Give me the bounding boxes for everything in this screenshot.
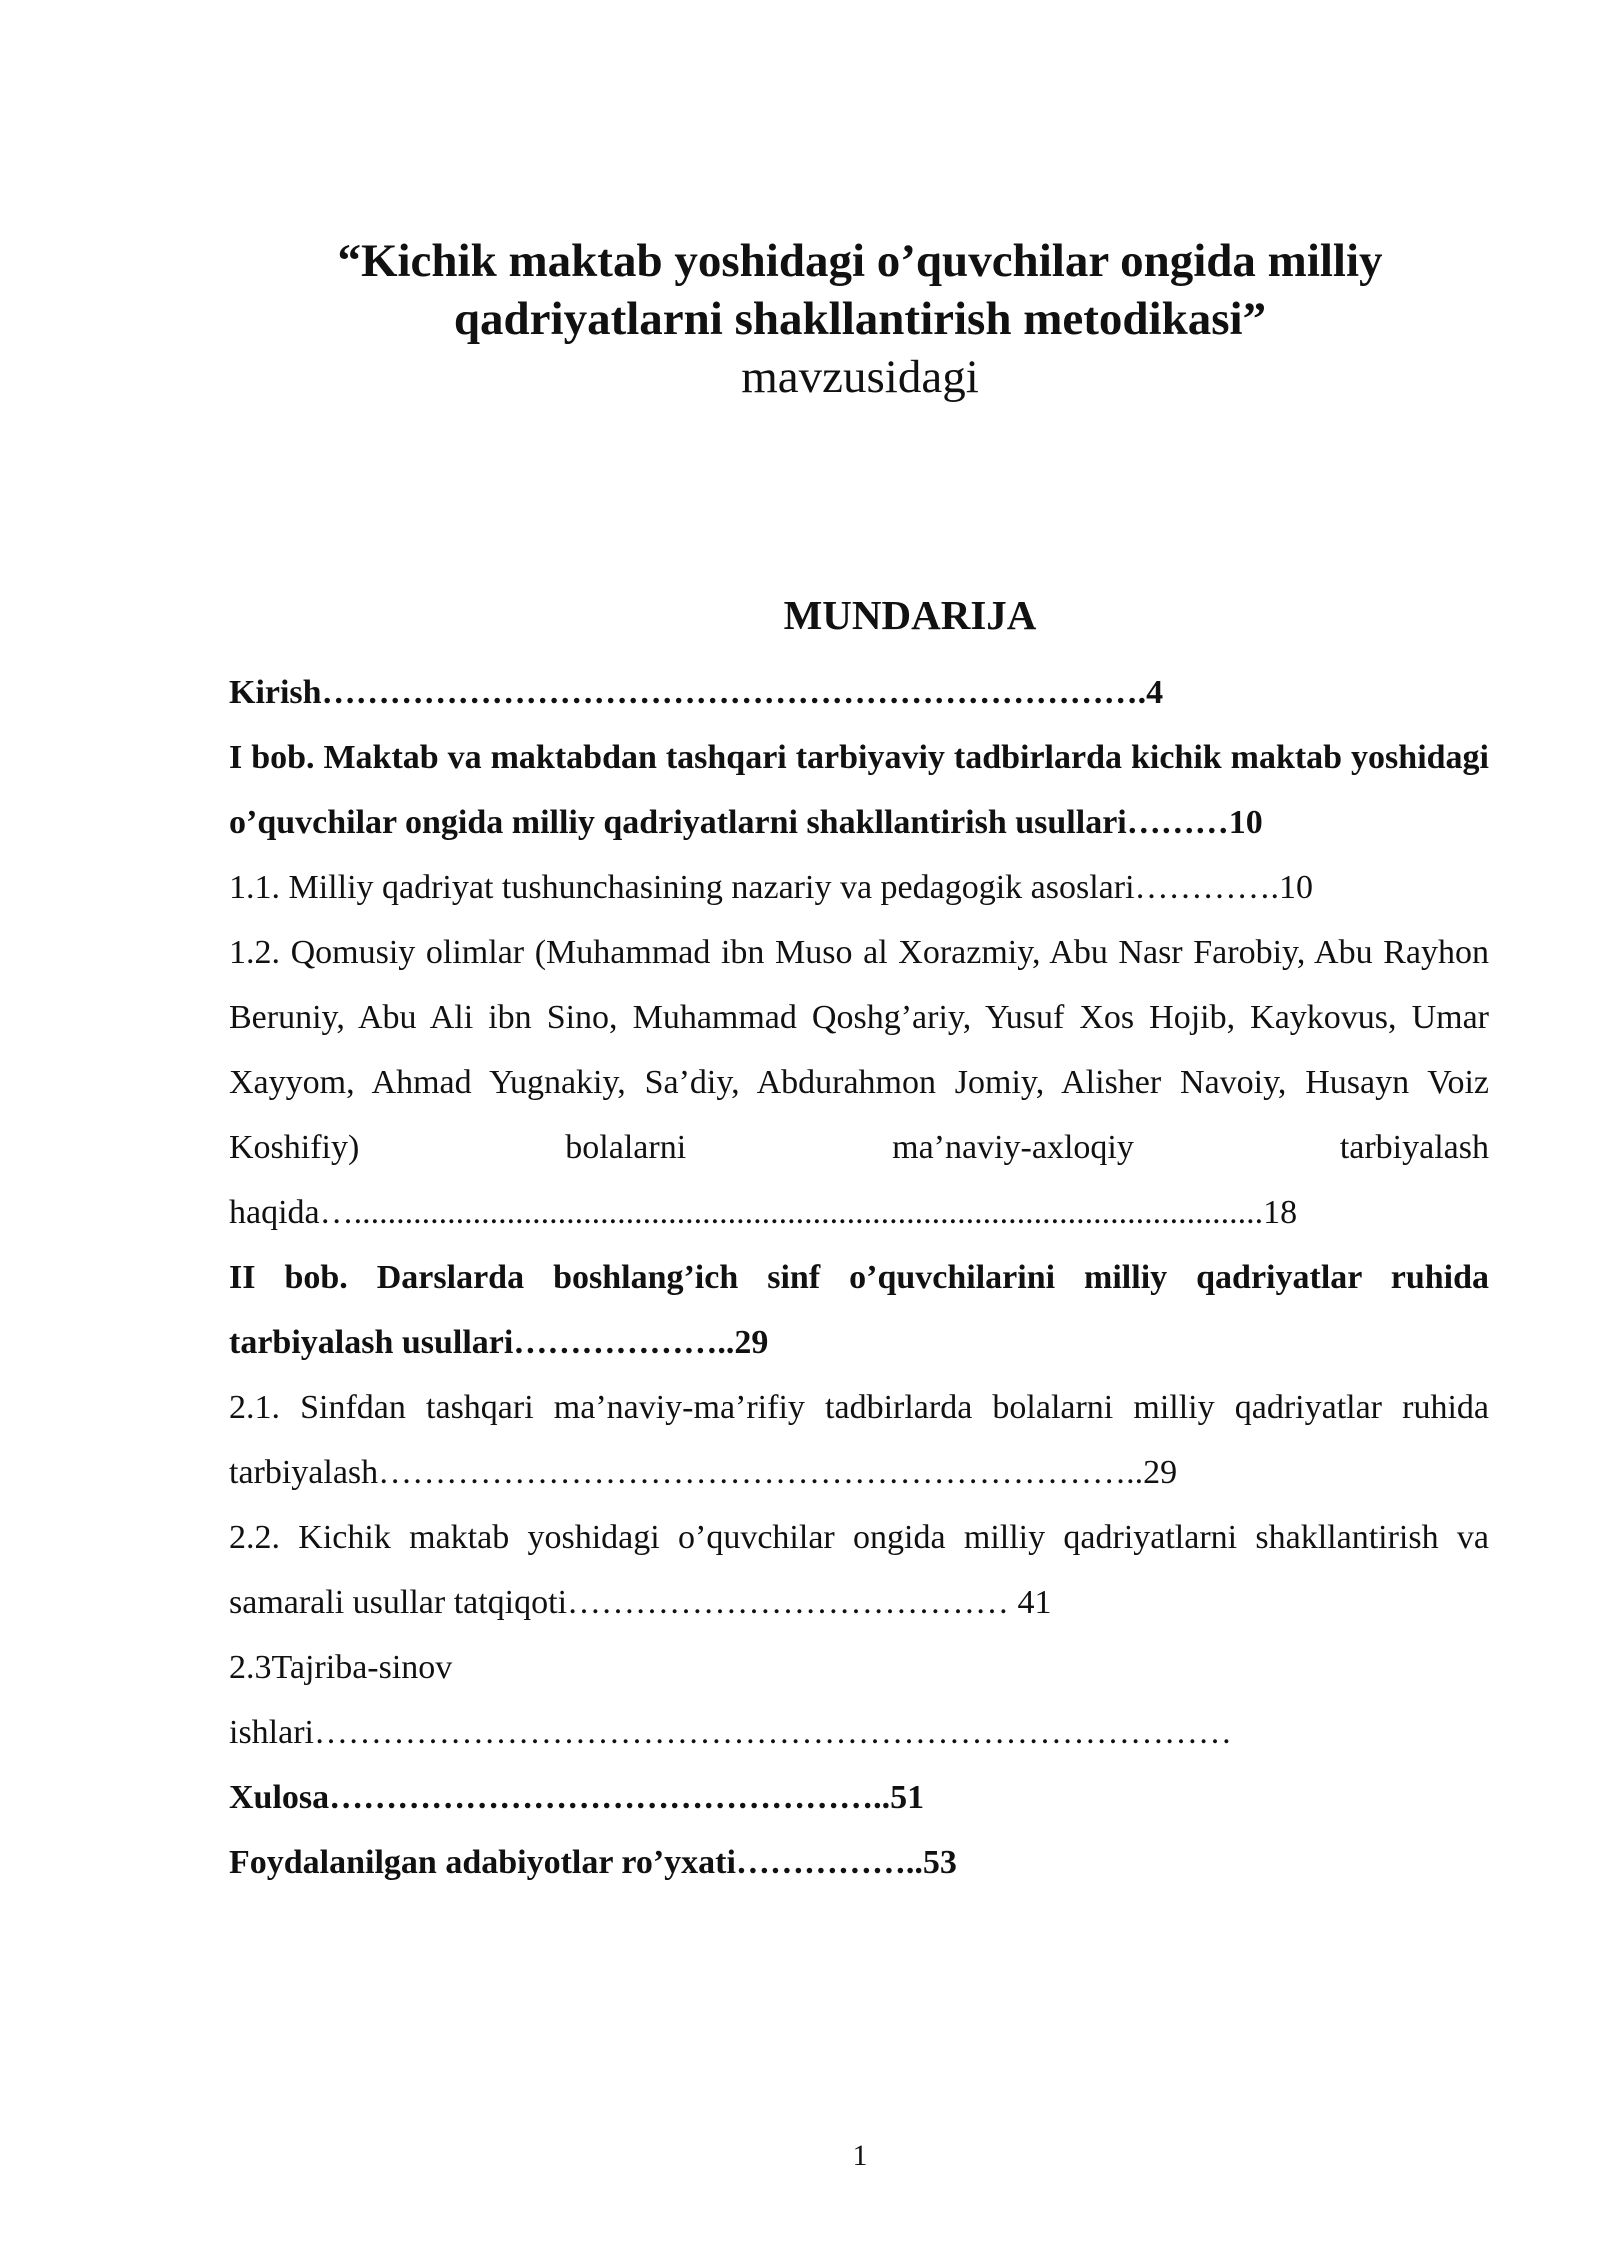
toc-heading: MUNDARIJA [783,592,1037,638]
document-title-line-1: “Kichik maktab yoshidagi o’quvchilar ongida milliy [337,235,1383,287]
page-number: 1 [852,2139,868,2172]
title-block [200,232,1520,406]
document-subtitle: mavzusidagi [741,351,979,403]
toc-entry-section-2-3-dots: ishlari……………………………………………………………………… [229,1714,1232,1751]
toc-entry-section-1-1: 1.1. Milliy qadriyat tushunchasining nazariy va pedagogik asoslari………….10 [229,869,1314,906]
toc-entry-conclusion: Xulosa…………………………………………..51 [229,1779,925,1816]
toc-entry-section-2-2: 2.2. Kichik maktab yoshidagi o’quvchilar ongida milliy qadriyatlarni shakllantirish va samarali usullar tatqiqoti………………………………… 41 [229,1519,1489,1621]
toc-entry-introduction: Kirish……………………………………………………………….4 [229,674,1164,711]
toc-entry-chapter-1: I bob. Maktab va maktabdan tashqari tarbiyaviy tadbirlarda kichik maktab yoshidagi o’quvchilar ongida milliy qadriyatlarni shakllantirish usullari………10 [229,739,1489,841]
toc-entry-references: Foydalanilgan adabiyotlar ro’yxati……………..53 [229,1844,957,1881]
toc-entry-section-2-1: 2.1. Sinfdan tashqari ma’naviy-ma’rifiy tadbirlarda bolalarni milliy qadriyatlar ruhida tarbiyalash…………………………………………………………..29 [229,1389,1489,1491]
table-of-contents [229,660,1489,1895]
toc-entry-chapter-2: II bob. Darslarda boshlang’ich sinf o’quvchilarini milliy qadriyatlar ruhida tarbiyalash usullari………………..29 [229,1259,1489,1361]
toc-entry-section-1-2: 1.2. Qomusiy olimlar (Muhammad ibn Muso al Xorazmiy, Abu Nasr Farobiy, Abu Rayhon Beruniy, Abu Ali ibn Sino, Muhammad Qoshg’ariy, Yusuf Xos Hojib, Kaykovus, Umar Xayyom, Ahmad Yugnakiy, Sa’diy, Abdurahmon Jomiy, Alisher Navoiy, Husayn Voiz Koshifiy) bolalarni ma’naviy-axloqiy tarbiyalash haqida…...........................................................................................................18 [229,934,1489,1231]
toc-entry-section-2-3-title: 2.3Tajriba-sinov [229,1649,453,1686]
document-title-line-2: qadriyatlarni shakllantirish metodikasi” [453,293,1267,345]
